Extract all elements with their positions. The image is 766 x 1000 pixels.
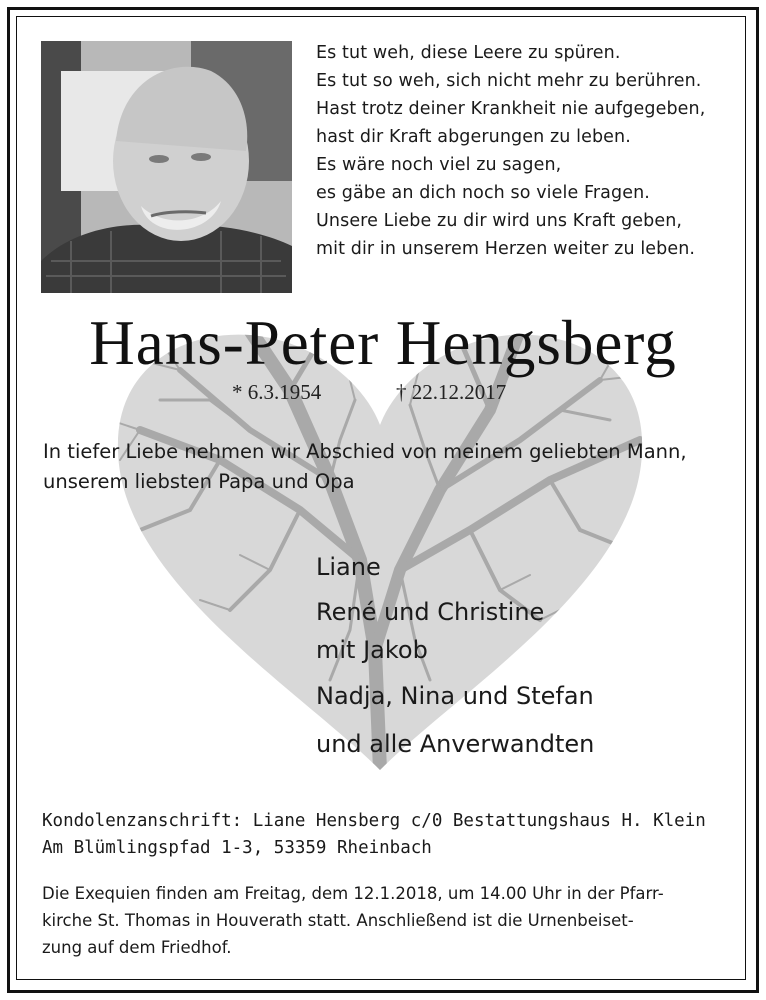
poem-line: Es tut weh, diese Leere zu spüren. <box>316 43 621 63</box>
mourner-name: Liane <box>316 553 381 581</box>
condolence-line: Kondolenzanschrift: Liane Hensberg c/0 Bestattungshaus H. Klein <box>42 811 706 831</box>
poem-line: Es tut so weh, sich nicht mehr zu berühren. <box>316 71 702 91</box>
poem-line: es gäbe an dich noch so viele Fragen. <box>316 183 650 203</box>
birth-date: * 6.3.1954 <box>232 380 322 404</box>
mourner-name: und alle Anverwandten <box>316 730 595 758</box>
portrait-photo <box>41 41 292 293</box>
deceased-name: Hans-Peter Hengsberg <box>89 308 677 378</box>
farewell-line: unserem liebsten Papa und Opa <box>43 470 355 493</box>
exequies-line: kirche St. Thomas in Houverath statt. Anschließend ist die Urnenbeiset- <box>42 911 634 930</box>
exequies-line: zung auf dem Friedhof. <box>42 938 232 957</box>
poem <box>316 39 736 263</box>
mourner-name: mit Jakob <box>316 636 428 664</box>
poem-line: Unsere Liebe zu dir wird uns Kraft geben, <box>316 211 683 231</box>
poem-line: hast dir Kraft abgerungen zu leben. <box>316 127 631 147</box>
poem-line: mit dir in unserem Herzen weiter zu leben. <box>316 239 696 259</box>
farewell-line: In tiefer Liebe nehmen wir Abschied von meinem geliebten Mann, <box>43 440 687 463</box>
mourner-name: Nadja, Nina und Stefan <box>316 682 594 710</box>
poem-line: Hast trotz deiner Krankheit nie aufgegeben, <box>316 99 706 119</box>
farewell-text <box>43 437 743 497</box>
death-date: † 22.12.2017 <box>396 380 507 404</box>
mourner-name: René und Christine <box>316 598 545 626</box>
condolence-address <box>42 808 706 862</box>
condolence-line: Am Blümlingspfad 1-3, 53359 Rheinbach <box>42 838 432 858</box>
exequies-line: Die Exequien finden am Freitag, dem 12.1.2018, um 14.00 Uhr in der Pfarr- <box>42 884 664 903</box>
poem-line: Es wäre noch viel zu sagen, <box>316 155 562 175</box>
exequies-notice <box>42 880 722 961</box>
